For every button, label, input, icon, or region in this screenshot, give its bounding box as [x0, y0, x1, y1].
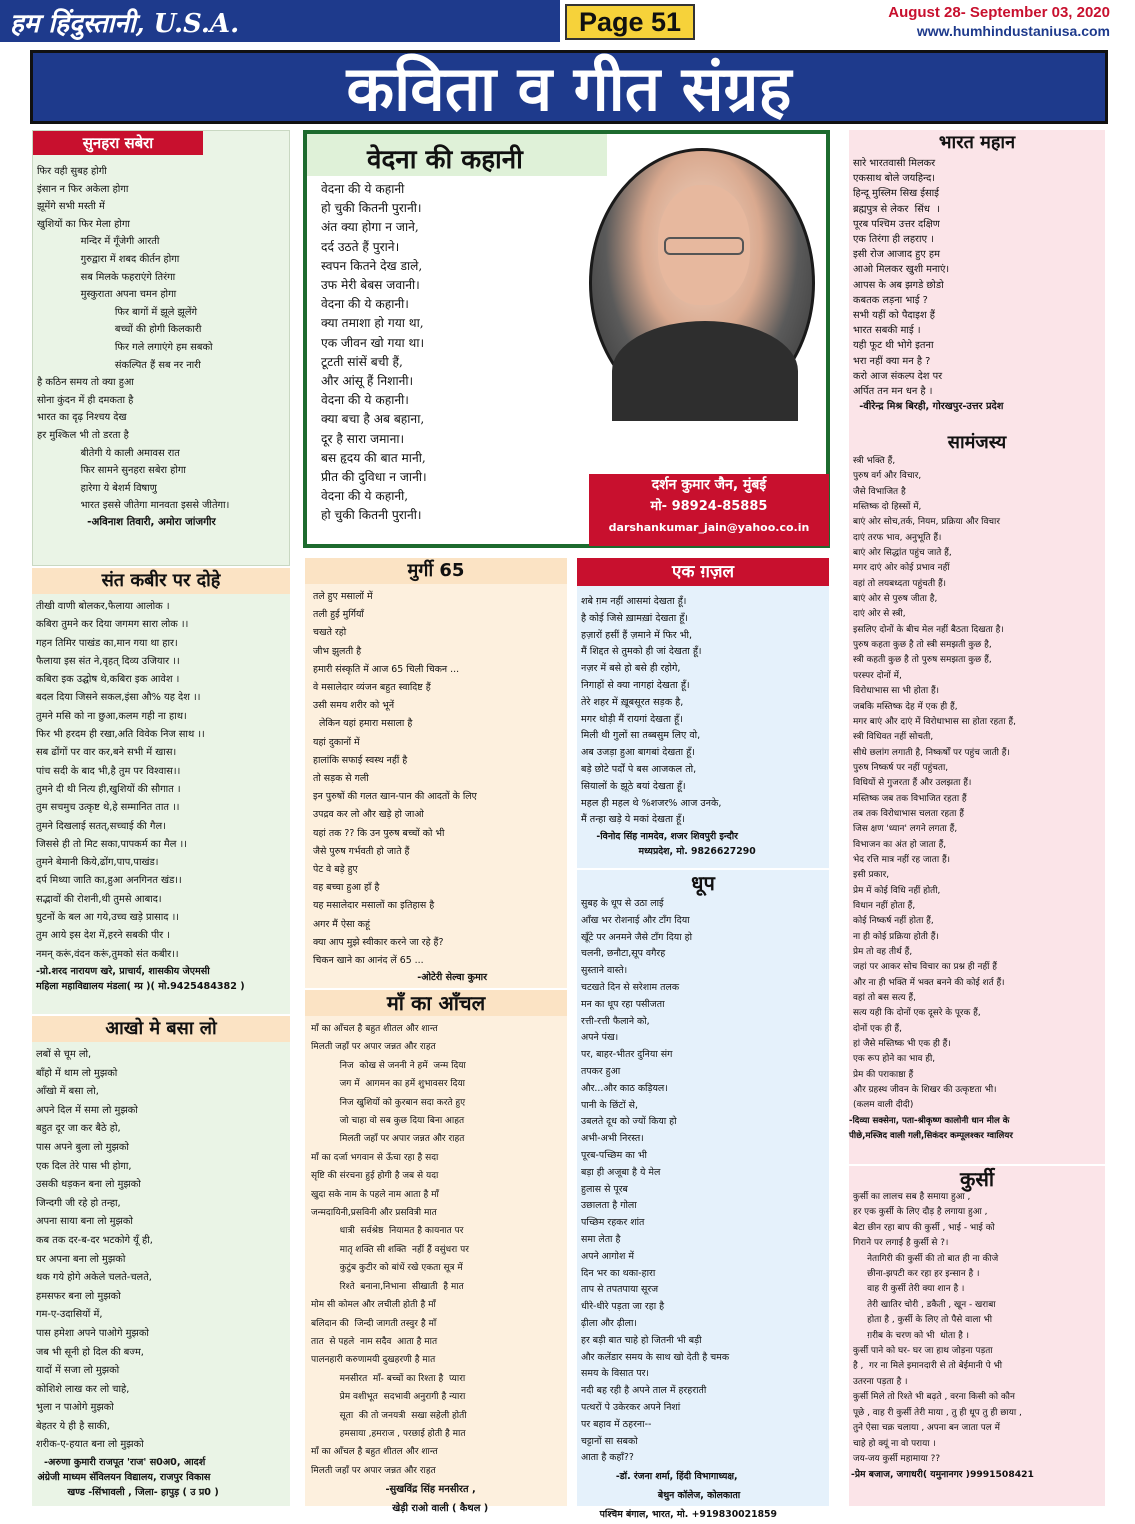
- poem-author: -दिव्या सक्सेना, पता-श्रीकृष्ण कालोनी धान मील के पीछे,मस्जिद वाली गली,सिकंदर कम्पूलश्कर ग्वालियर: [849, 1115, 1013, 1141]
- poem-dhoop: [577, 870, 829, 1521]
- poem-title: संत कबीर पर दोहे: [32, 568, 290, 594]
- poem-samanjasya: [849, 430, 1105, 1164]
- poem-text: माँ का आँचल है बहुत शीतल और शान्त मिलती जहाँ पर अपार जन्नत और राहत निज कोख से जननी ने हमें जन्म दिया जग में आगमन का हमें शुभावसर दिया निज खुशियों को कुरबान सदा करते हुए जो चाहा वो सब कुछ दिया बिना आहत मिलती जहाँ पर अपार जन्नत और राहत माँ का दर्जा भगवान से ऊँचा रहा है सदा सृष्टि की संरचना हुई होगी है जब से यदा खुदा सके नाम के पहले नाम आता है माँ जन्मदायिनी,प्रसविनी और प्रसवित्री मात धात्री सर्वश्रेष्ठ नियामत है कायनात पर मातृ शक्ति सी शक्ति नहीं हैं वसुंधरा पर कुटुंब कुटीर को बांधें रखे एकता सूत्र में रिश्ते बनाना,निभाना सीखाती है मात मोम सी कोमल और लचीली होती है माँ बलिदान की जिन्दी जागती तस्वुर है माँ तात से पहले नाम सदैव आता है मात पालनहारी करुणामयी दुखहरणी है मात मनसीरत माँ- बच्चों का रिश्ता है प्यारा प्रेम वशीभूत सदभावी अनुरागी है न्यारा सूता की तो जनयत्री सखा सहेली होती हमसाया ,हमराज , परछाई होती है मात माँ का आँचल है बहुत शीतल और शान्त मिलती जहाँ पर अपार जन्नत और राहत: [311, 1024, 469, 1476]
- poem-title: भारत महान: [938, 132, 1016, 153]
- photo-suit: [612, 321, 798, 421]
- author-email[interactable]: darshankumar_jain@yahoo.co.in: [608, 521, 810, 534]
- poem-author: -अविनाश तिवारी, अमोरा जांजगीर: [37, 515, 216, 528]
- poem-title: एक ग़ज़ल: [577, 558, 829, 586]
- author-name: दर्शन कुमार जैन, मुंबई: [651, 477, 767, 493]
- poem-author: -ओटेरी सेल्वा कुमार: [307, 972, 488, 984]
- poem-text: सारे भारतवासी मिलकर एकसाथ बोले जयहिन्द। हिन्दू मुस्लिम सिख ईसाई ब्रह्मपुत्र से लेकर सिंध । पूरब पश्चिम उत्तर दक्षिण एक तिरंगा ही लहराए । इसी रोज आजाद हुए हम आओ मिलकर खुशी मनाएं। आपस के अब झगडे छोडो कबतक लड़ना भाई ? सभी यहीं को पैदाइश हैं भारत सबकी माई । यही फूट थी भोगे इतना भरा नहीं क्या मन है ? करो आज संकल्प देश पर अर्पित तन मन धन है ।: [853, 158, 950, 398]
- author-card: [589, 474, 829, 546]
- poem-ek-ghazal: [577, 558, 829, 868]
- poem-text: तीखी वाणी बोलकर,फैलाया आलोक । कबिरा तुमने कर दिया जगमग सारा लोक ।। गहन तिमिर पाखंड का,मान गया था हार। फैलाया इस संत ने,वृहत् दिव्य उजियार ।। कबिरा इक उद्घोष थे,कबिरा इक आवेश । बदल दिया जिसने सकल,इंसा औ% यह देश ।। तुमने मसि को ना छुआ,कलम गही ना हाथ। फिर भी हरदम ही रखा,अति विवेक निज साथ ।। सब ढोंगों पर वार कर,बने सभी में खास। पांच सदी के बाद भी,है तुम पर विश्वास।। तुमने दी थी नित्य ही,खुशियों की सौगात । तुम सचमुच उत्कृष्ट थे,हे सम्मानित तात ।। तुमने दिखलाई सतत्,सच्चाई की गैल। जिससे ही तो मिट सका,पापकर्म का मैल ।। तुमने बेमानी किये,ढोंग,पाप,पाखंड। दर्प मिथ्या जाति का,हुआ अनगिनत खंड।। सद्भावों की रोशनी,थी तुमसे आबाद। घुटनों के बल आ गये,उच्च खड़े प्रासाद ।। तुम आये इस देश में,हरने सबकी पीर । नमन् करूं,वंदन करूं,तुमको संत कबीर।।: [36, 601, 205, 960]
- poem-title: आखो मे बसा लो: [32, 1016, 290, 1042]
- website-link[interactable]: www.humhindustaniusa.com: [916, 23, 1110, 39]
- poem-maa-ka-aanchal: [305, 990, 567, 1515]
- author-photo: [589, 148, 815, 418]
- poem-bharat-mahan: [849, 130, 1105, 430]
- poem-sunhara-sabera: [32, 130, 290, 566]
- poem-text: कुर्सी का लालच सब है समाया हुआ , हर एक कुर्सी के लिए दौड़ है लगाया हुआ , बेटा छीन रहा बाप की कुर्सी , भाई - भाई को गिराने पर लगाई है कुर्सी से ?। नेतागिरी की कुर्सी की तो बात ही ना कीजे छीना-झपटी कर रहा हर इन्सान है । वाह री कुर्सी तेरी क्या शान है । तेरी खातिर चोरी , डकैती , खून - खराबा होता है , कुर्सी के लिए तो पैसे वाला भी ग़रीब के चरण को भी धोता है । कुर्सी पाने को घर- घर जा हाथ जोड़ना पड़ता है , गर ना मिले इमानदारी से तो बेईमानी पे भी उतरना पड़ता है । कुर्सी मिले तो रिश्ते भी बढ़ते , वरना किसी को कौन पूछे , वाह री कुर्सी तेरी माया , तु ही धूप तु ही छाया , तुने ऐसा चक्र चलाया , अपना बन जाता पल में चाहे हो क्यूं ना वो पराया । जय-जय कुर्सी महामाया ??: [853, 1192, 1022, 1464]
- masthead: हम हिंदुस्तानी, U.S.A.: [0, 0, 560, 42]
- poem-text: फिर वही सुबह होगी इंसान न फिर अकेला होगा झूमेंगे सभी मस्ती में खुशियों का फिर मेला होगा मन्दिर में गूँजेगी आरती गुरुद्वारा में शबद कीर्तन होगा सब मिलके फहराएंगे तिरंगा मुस्कुराता अपना चमन होगा फिर बागों में झूले झूलेंगे बच्चों की होगी किलकारी फिर गले लगाएंगे हम सबको संकल्पित हैं सब नर नारी है कठिन समय तो क्या हुआ सोना कुंदन में ही दमकता है भारत का दृढ़ निश्चय देख हर मुश्किल भी तो डरता है बीतेगी ये काली अमावस रात फिर सामने सुनहरा सबेरा होगा हारेगा ये बेशर्म विषाणु भारत इससे जीतेगा मानवता इससे जीतेगा।: [37, 166, 230, 512]
- poem-author: -सुखविंद्र सिंह मनसीरत , खेड़ी राओ वाली ( कैथल ): [385, 1484, 489, 1515]
- poem-author: -प्रो.शरद नारायण खरे, प्राचार्य, शासकीय जेएमसी महिला महाविद्यालय मंडला( म्प्र )( मो.9425484382 ): [36, 965, 245, 992]
- feature-title: वेदना की कहानी: [307, 134, 607, 176]
- poem-title: सुनहरा सबेरा: [33, 131, 203, 155]
- feature-vedna-ki-kahani: [303, 130, 830, 548]
- poem-text: स्त्री भक्ति हैं, पुरुष वर्ग और विचार, जैसे विभाजित है मस्तिष्क दो हिस्सों में, बाएं ओर सोच,तर्क, नियम, प्रक्रिया और विचार दाएं तरफ भाव, अनुभूति हैं। बाएं ओर सिद्धांत पहुंच जाते हैं, मगर दाएं ओर कोई प्रभाव नहीं वहां तो लयबध्दता पहुंचती हैं। बाएं ओर से पुरुष जीता है, दाएं ओर से स्त्री, इसलिए दोनों के बीच मेल नहीं बैठता दिखता है। पुरुष कहता कुछ है तो स्त्री समझती कुछ है, स्त्री कहती कुछ है तो पुरुष समझता कुछ हैं, परस्पर दोनों में, विरोधाभास सा भी होता हैं। जबकि मस्तिष्क देह में एक ही हैं, मगर बाएं और दाएं में विरोधाभास सा होता रहता हैं, स्त्री विधिवत नहीं सोचती, सीधे छलांग लगाती है, निष्कर्षों पर पहुंच जाती हैं। पुरुष निष्कर्ष पर नहीं पहुंचता, विधियों से गुजरता हैं और उलझता हैं। मस्तिष्क जब तक विभाजित रहता हैं तब तक विरोधाभास चलता रहता हैं जिस क्षण 'ध्यान' लगने लगता हैं, विभाजन का अंत हो जाता हैं, भेद रत्ति मात्र नहीं रह जाता हैं। इसी प्रकार, प्रेम में कोई विधि नहीं होती, विधान नहीं होता हैं, कोई निष्कर्ष नहीं होता हैं, ना ही कोई प्रक्रिया होती हैं। प्रेम तो वह तीर्थ हैं, जहां पर आकर सोच विचार का प्रश्न ही नहीं हैं और ना ही भक्ति में भक्त बनने की कोई शर्त हैं। वहां तो बस सत्य हैं, सत्य यही कि दोनों एक दूसरे के पूरक हैं, दोनों एक ही हैं, हां जैसे मस्तिष्क भी एक ही हैं। एक रूप होने का भाव ही, प्रेम की पराकाष्ठा हैं और ग्रहस्थ जीवन के शिखर की उत्कृष्टता भी। (कलम वाली दीदी): [853, 456, 1016, 1111]
- author-mobile: मो- 98924-85885: [650, 499, 768, 514]
- section-banner: कविता व गीत संग्रह: [30, 50, 1108, 124]
- poem-text: शबे ग़म नहीं आसमां देखता हूँ। है कोई जिसे ख़ामख़ां देखता हूँ। हज़ारों हसीं हैं ज़माने में फिर भी, मैं शिद्दत से तुमको ही जां देखता हूँ। नज़र में बसे हो बसे ही रहोगे, निगाहों से क्या नागहां देखता हूँ। तेरे शहर में ख़ूबसूरत सड़क है, मगर थोड़ी मैं रायगां देखता हूँ। मिली थी गुलों सा तब्बसुम लिए वो, अब उजड़ा हुआ बागबां देखता हूँ। बड़े छोटे पर्दों पे बस आजकल तो, सियालों के झूठे बयां देखता हूँ। महल ही महल थे %शजर% आज उनके, मैं तन्हा खड़े ये मकां देखता हूँ।: [581, 596, 722, 826]
- poem-author: -डॉ. रंजना शर्मा, हिंदी विभागाध्यक्ष, बेथुन कॉलेज, कोलकाता पश्चिम बंगाल, भारत, मो. +919830021859: [599, 1471, 777, 1521]
- poem-text: सुबह के धूप से उठा लाई आँख भर रोशनाई और टाँग दिया खूँटे पर अनमने जैसे टाँग दिया हो चलनी, छनौटा,सूप वगैरह सुस्ताने वास्ते। चटखते दिन से सरेशाम तलक मन का धूप रहा पसीजता रत्ती-रत्ती फैलाने को, अपने पंख। पर, बाहर-भीतर दुनिया संग तपकर हुआ और...और काठ कड़ियल। पानी के छिंटों से, उबलते दूध को ज्यों किया हो अभी-अभी निरस्त। पूरब-पच्छिम का भी बड़ा ही अजूबा है ये मेल हुलास से पूरब उछालता है गोला पच्छिम रहकर शांत समा लेता है अपने आगोश में दिन भर का थका-हारा ताप से तपतपाया सूरज धीरे-धीरे पड़ता जा रहा है ढ़ीला और ढ़ीला। हर बड़ी बात चाहे हो जितनी भी बड़ी और कलेंडार समय के साथ खो देती है चमक समय के विसात पर। नदी बह रही है अपने ताल में हरहराती पत्थरों पे उकेरकर अपने निशां पर बहाव में ठहरना-- चट्टानों सा सबको आता है कहाँ??: [581, 898, 730, 1464]
- poem-aankho-me-basa-lo: [32, 1016, 290, 1506]
- page-number: Page 51: [565, 4, 695, 40]
- poem-author: -प्रेम बजाज, जगाधरी( यमुनानगर )9991508421: [851, 1469, 1034, 1481]
- poem-author: -विनोद सिंह नामदेव, शजर शिवपुरी इन्दौर मध्यप्रदेश, मो. 9826627290: [596, 831, 756, 858]
- poem-text: लबों से चूम लो, बाँहो में थाम लो मुझको आँखो में बसा लो, अपने दिल में समा लो मुझको बहुत दूर जा कर बैठे हो, पास अपने बुला लो मुझको एक दिल तेरे पास भी होगा, उसकी धड़कन बना लो मुझको जिन्दगी जी रहे हो तन्हा, अपना साया बना लो मुझको कब तक दर-ब-दर भटकोगे यूँ ही, घर अपना बना लो मुझको थक गये होगे अकेले चलते-चलते, हमसफर बना लो मुझको गम-ए-उदासियों में, पास हमेशा अपने पाओगे मुझको जब भी सूनी हो दिल की बज्म, यादों में सजा लो मुझको कोशिशे लाख कर लो चाहे, भुला न पाओगे मुझको बेहतर ये ही है साकी, शरीक-ए-हयात बना लो मुझको: [36, 1049, 153, 1451]
- photo-glasses: [664, 237, 744, 255]
- poem-title: माँ का आँचल: [305, 990, 567, 1016]
- issue-dates: August 28- September 03, 2020: [888, 4, 1110, 21]
- poem-title: धूप: [691, 871, 715, 895]
- poem-title: मुर्गी 65: [305, 558, 567, 584]
- poem-title: कुर्सी: [959, 1167, 995, 1191]
- poem-murgi-65: [305, 558, 567, 988]
- poem-author: -वीरेन्द्र मिश्र बिरही, गोरखपुर-उत्तर प्रदेश: [849, 401, 1004, 413]
- poem-title: सामंजस्य: [947, 432, 1007, 453]
- poem-author: -अरुणा कुमारी राजपूत 'राज' स0अ0, आदर्श अंग्रेजी माध्यम सॅविलयन विद्यालय, राजपुर विकास खण्ड -सिंभावली , जिला- हापुड़ ( उ प्र0 ): [37, 1457, 219, 1499]
- feature-text: वेदना की ये कहानी हो चुकी कितनी पुरानी। अंत क्या होगा न जाने, दर्द उठते हैं पुराने। स्वपन कितने देख डाले, उफ मेरी बेबस जवानी। वेदना की ये कहानी। क्या तमाशा हो गया था, एक जीवन खो गया था। टूटती सांसें बची हैं, और आंसू हैं निशानी। वेदना की ये कहानी। क्या बचा है अब बहाना, दूर है सारा जमाना। बस हृदय की बात मानी, प्रीत की दुविधा न जानी। वेदना की ये कहानी, हो चुकी कितनी पुरानी।: [321, 182, 427, 523]
- poem-text: तले हुए मसालों में तली हुई मुर्गियाँ चखते रहो जीभ झुलती है हमारी संस्कृति में आज 65 चिली चिकन ... वे मसालेदार व्यंजन बहुत स्वादिष्ट हैं उसी समय शरीर को भूनें लेकिन यहां हमारा मसाला है यहां दुकानों में हालांकि सफाई स्वस्थ नहीं है तो सड़क से गली इन पुरुषों की गलत खान-पान की आदतों के लिए उपद्रव कर लो और खड़े हो जाओ यहां तक ?? कि उन पुरुष बच्चों को भी जैसे पुरुष गर्भवती हो जाते हैं पेट वे बड़े हुए वह बच्चा हुआ हाँ है यह मसालेदार मसालों का इतिहास है अगर मैं ऐसा कहूं क्या आप मुझे स्वीकार करने जा रहे हैं? चिकन खाने का आनंद लें 65 ...: [313, 591, 477, 967]
- poem-kursi: [849, 1166, 1105, 1506]
- poem-kabir-dohe: [32, 568, 290, 1014]
